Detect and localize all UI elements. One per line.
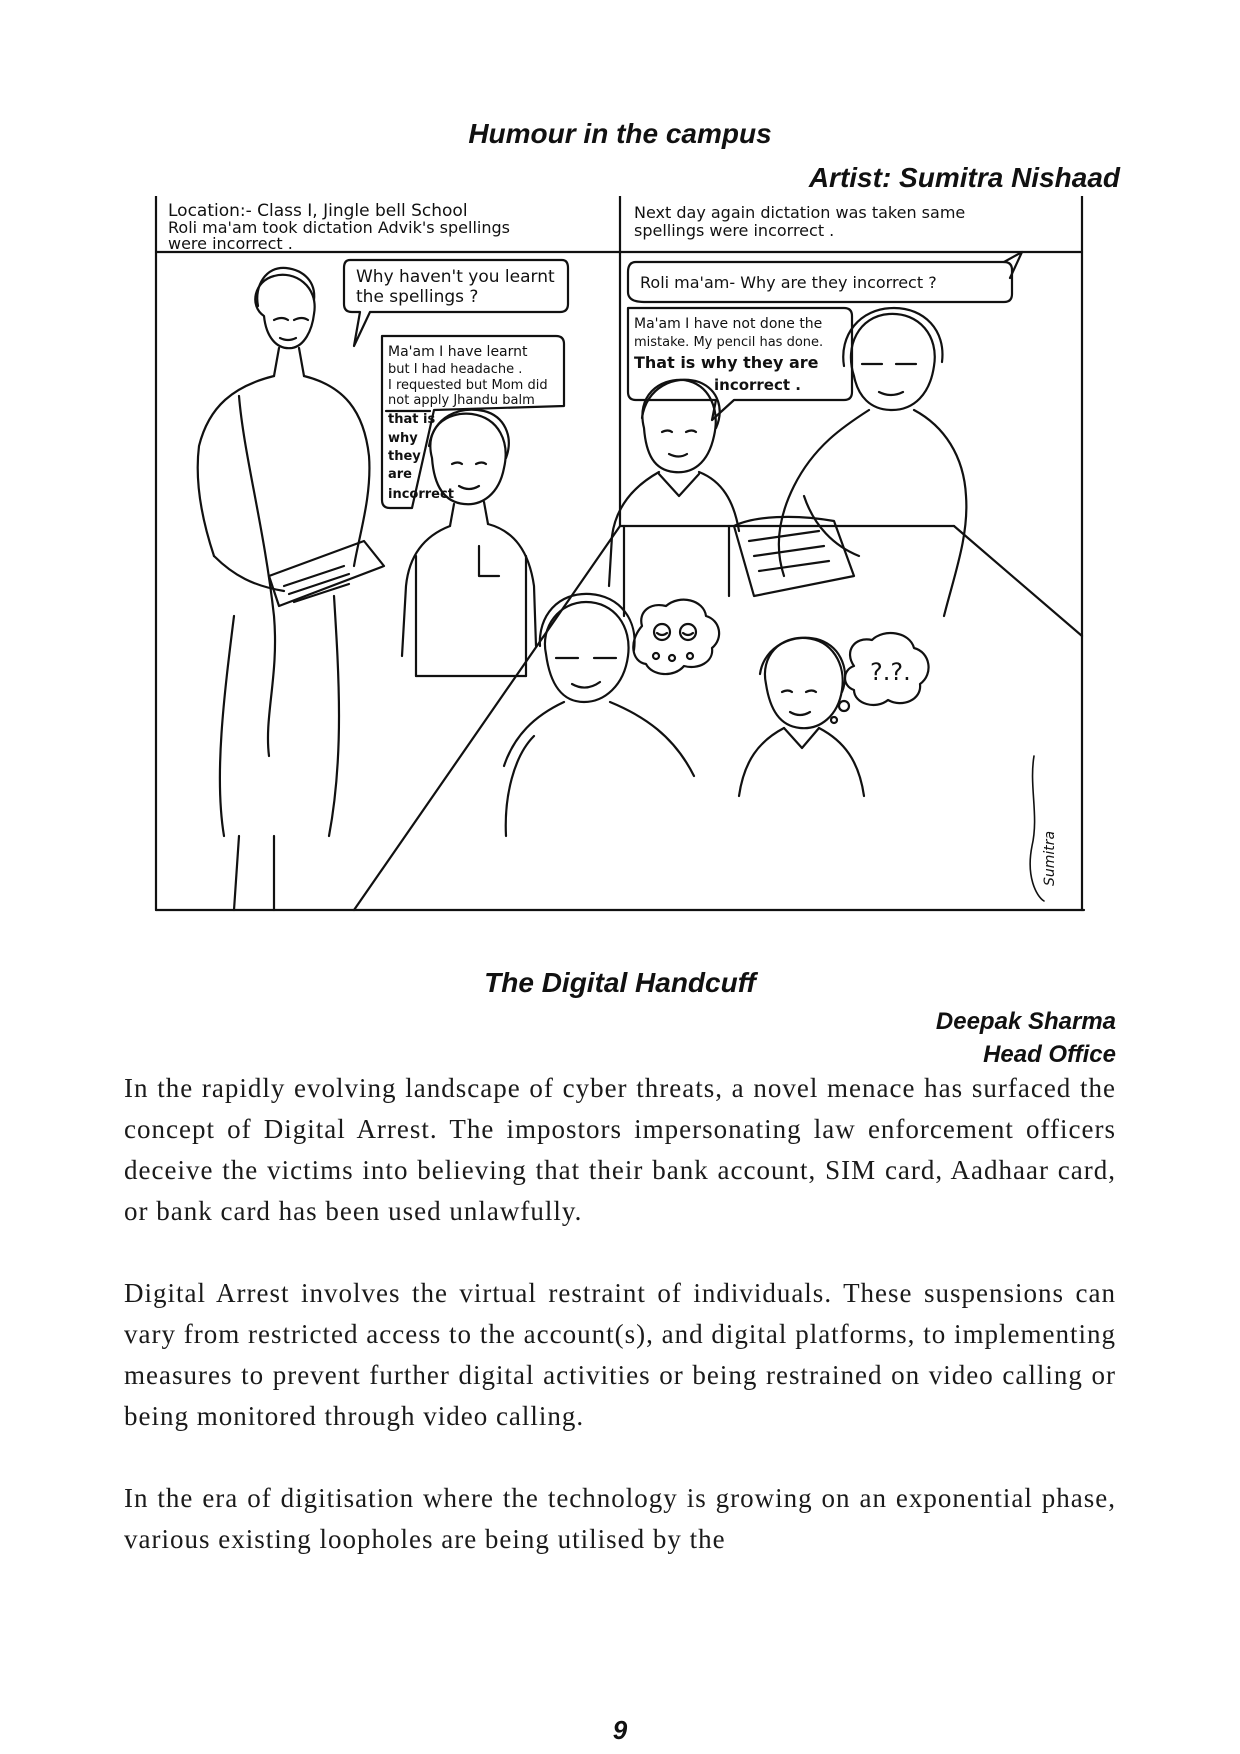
article-title: The Digital Handcuff bbox=[484, 967, 756, 998]
article-author: Deepak Sharma bbox=[935, 1008, 1116, 1035]
teacher-bubble-1-line1: Why haven't you learnt bbox=[356, 267, 555, 287]
child-bubble-1-line3: I requested but Mom did bbox=[388, 378, 548, 393]
artist-signature: Sumitra bbox=[1042, 830, 1058, 886]
child-figure-2 bbox=[609, 380, 739, 616]
comic-strip bbox=[154, 196, 1086, 924]
teacher-bubble-1-line2: the spellings ? bbox=[356, 287, 479, 307]
panel1-caption-line3: were incorrect . bbox=[168, 234, 293, 253]
article-paragraph: In the rapidly evolving landscape of cyber threats, a novel menace has surfaced the concept of Digital Arrest. The impostors impersonating law enforcement officers deceive the victims into believing that their bank account, SIM card, Aadhaar card, or bank card has been used unlawfully. bbox=[124, 1073, 1116, 1226]
child-bubble-1-line7: they bbox=[388, 449, 421, 464]
panel1-caption-line2: Roli ma'am took dictation Advik's spellings bbox=[168, 218, 510, 237]
teacher-bubble-2: Roli ma'am- Why are they incorrect ? bbox=[640, 273, 937, 292]
child-figure-1 bbox=[402, 410, 536, 676]
article-department: Head Office bbox=[983, 1041, 1116, 1068]
child-bubble-1-line5: that is bbox=[388, 412, 436, 427]
emoji-thought-bubble bbox=[633, 600, 719, 674]
child-bubble-1-line4: not apply Jhandu balm bbox=[388, 393, 535, 408]
article-body bbox=[124, 1068, 1116, 1601]
panel1-caption-line1: Location:- Class I, Jingle bell School bbox=[168, 201, 468, 221]
comic-artist-credit: Artist: Sumitra Nishaad bbox=[808, 162, 1120, 193]
child-bubble-1-line9: incorrect bbox=[388, 487, 454, 502]
page-number: 9 bbox=[612, 1715, 628, 1745]
article-paragraph: In the era of digitisation where the technology is growing on an exponential phase, various existing loopholes are being utilised by the bbox=[124, 1483, 1116, 1554]
comic-title: Humour in the campus bbox=[468, 118, 772, 149]
child-bubble-1-line1: Ma'am I have learnt bbox=[388, 344, 528, 360]
teacher-figure-1 bbox=[198, 268, 384, 910]
panel2-caption-line2: spellings were incorrect . bbox=[634, 221, 835, 240]
child-bubble-1-line8: are bbox=[388, 467, 413, 482]
child-bubble-2-line2: mistake. My pencil has done. bbox=[634, 335, 824, 350]
question-marks: ?.?. bbox=[870, 658, 911, 686]
woman-figure-3 bbox=[504, 594, 694, 836]
child-bubble-2-line1: Ma'am I have not done the bbox=[634, 316, 823, 332]
panel2-caption-line1: Next day again dictation was taken same bbox=[634, 203, 966, 222]
child-bubble-2-line4: incorrect . bbox=[714, 376, 801, 394]
child-bubble-1-line6: why bbox=[388, 431, 418, 446]
child-bubble-2-line3: That is why they are bbox=[634, 353, 819, 372]
boy-figure-3 bbox=[739, 638, 864, 796]
child-bubble-1-line2: but I had headache . bbox=[388, 362, 523, 377]
article-paragraph: Digital Arrest involves the virtual restraint of individuals. These suspensions can vary from restricted access to the account(s), and digital platforms, to implementing measures to prevent further digital activities or being restrained on video calling or being monitored through video calling. bbox=[124, 1278, 1116, 1431]
